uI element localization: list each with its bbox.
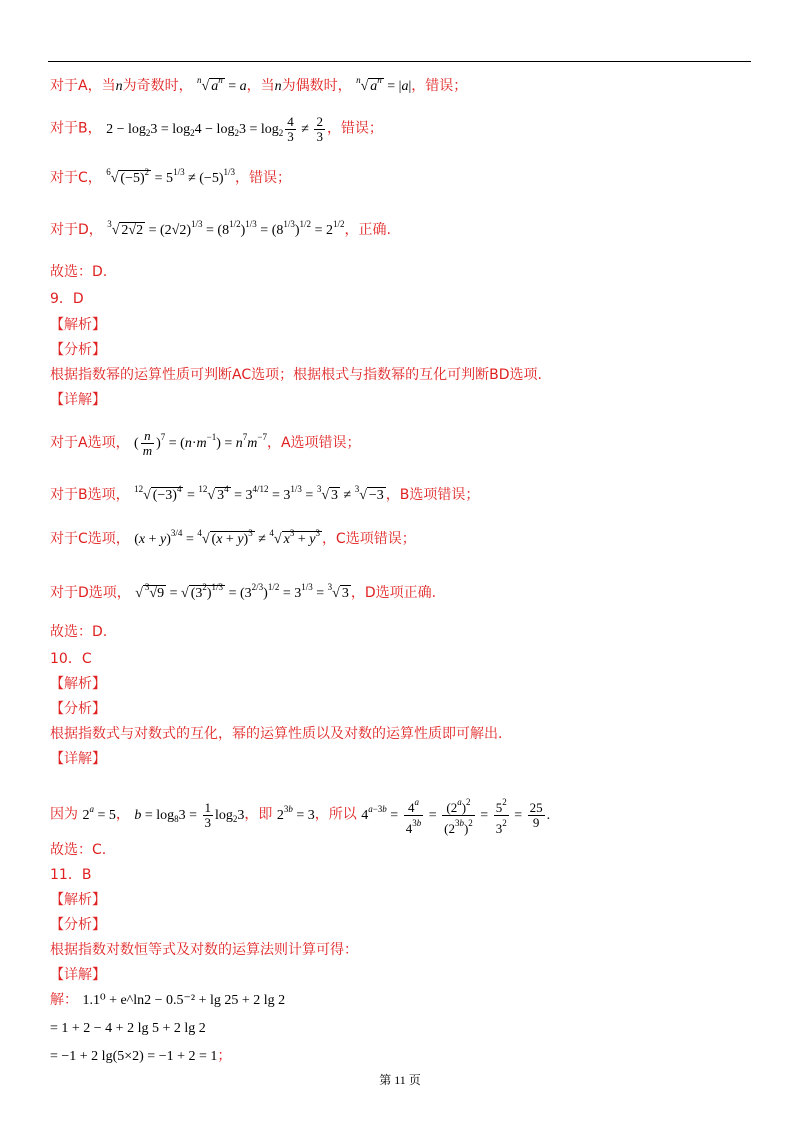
option-d-label: 对于D， — [50, 222, 103, 238]
formula-10a: $2^a = 5$ — [82, 803, 116, 823]
option-a-end: ，错误； — [411, 78, 468, 94]
formula-9c: $(x + y)^{3/4} = ^4√$ $(x + y)^3 \ne ^4√$ $x^3 + y^3$ — [134, 528, 320, 547]
analysis-10: 根据指数式与对数式的互化，幂的运算性质以及对数的运算性质即可解出. — [50, 726, 503, 742]
formula-10d: $4^{a-3b}$ = $\frac{4^a}{4^{3b}}$ = $\frac{(2^a)^2}{(2^{3b})^2}$ = $\frac{5^2}{3^2}$ = $\frac{25}{9}$ . — [361, 797, 551, 836]
fenxi-heading-10: 【分析】 — [50, 701, 106, 717]
fenxi-heading-11: 【分析】 — [50, 917, 106, 933]
header-rule — [48, 61, 751, 62]
fenxi-heading-9: 【分析】 — [50, 342, 106, 358]
option-9d-line: 对于D选项， √ $^3$√9 = √ $(3^2)^{1/3} = (3^{2/3})^{1/2} = 3^{1/3} = ^3√$ 3 ，D选项正确. — [50, 582, 437, 601]
option-b-label: 对于B， — [50, 120, 102, 137]
option-9c-line: 对于C选项， $(x + y)^{3/4} = ^4√$ $(x + y)^3 \ne ^4√$ $x^3 + y^3$ ，C选项错误； — [50, 528, 416, 547]
formula-10b: $b = \log_83$ = $\frac{1}{3}$ $\log_23$ — [134, 800, 245, 830]
option-c-label: 对于C， — [50, 170, 102, 186]
xiangjie-heading-11: 【详解】 — [50, 967, 106, 983]
selection-10: 故选：C. — [50, 842, 107, 858]
solution-line-2 — [50, 1018, 206, 1039]
xiangjie-heading-9: 【详解】 — [50, 392, 106, 408]
formula-a1: $^n$√ $a^n = a$ — [197, 75, 247, 94]
formula-9b: $^{12}$√ $(-3)^4 = ^{12}√$ $3^4 = 3^{4/12} = 3^{1/3} = ^3√$ 3 ≠ $^3$√ −3 — [134, 484, 384, 503]
formula-9d: √ $^3$√9 = √ $(3^2)^{1/3} = (3^{2/3})^{1/2} = 3^{1/3} = ^3√$ 3 — [135, 582, 349, 601]
selection-8: 故选：D. — [50, 264, 108, 280]
jiexi-heading-11: 【解析】 — [50, 892, 106, 908]
analysis-11: 根据指数对数恒等式及对数的运算法则计算可得： — [50, 942, 358, 958]
formula-c: $^6$√ $(-5)^2 = 5^{1/3} \ne (-5)^{1/3}$ — [106, 167, 235, 186]
option-a-mid: 为奇数时， — [122, 78, 193, 94]
option-c-end: ，错误； — [235, 170, 291, 186]
xiangjie-heading-10: 【详解】 — [50, 751, 106, 767]
option-a-label: 对于A，当 — [50, 78, 116, 94]
q10-derivation: 因为 $2^a = 5$， $b = \log_83$ = $\frac{1}{3}$ $\log_23$，即 $2^{3b} = 3$，所以 $4^{a-3b}$ = $\frac{4^a}{4^{3b}}$ = $\frac{(2^a)^2}{(2^{3b})^2}$ = $\frac{5^2}{3^2}$ = $\frac{25}{9}$ . — [50, 797, 551, 836]
solution-formula-1: 1.1⁰ + e^ln2 − 0.5⁻² + lg 25 + 2 lg 2 — [82, 993, 286, 1008]
option-d-line — [50, 214, 391, 241]
formula-10c: $2^{3b} = 3$ — [276, 803, 315, 823]
jiexi-heading-10: 【解析】 — [50, 676, 106, 692]
option-a-mid3: 为偶数时， — [281, 78, 352, 94]
formula-d: $^3$√ $2√2 = (2√2)^{1/3} = (8^{1/2})^{1/3} = (8^{1/3})^{1/2} = 2^{1/2}$ — [107, 219, 345, 238]
selection-9: 故选：D. — [50, 624, 108, 640]
option-b-end: ，错误； — [326, 120, 383, 137]
page-number: 第 11 页 — [379, 1073, 421, 1087]
option-a-line: 对于A，当n为奇数时， $^n$√ $a^n = a$，当n为偶数时， $^n$√ $a^n = |a|$，错误； — [50, 75, 468, 94]
solution-line-1: 解： 1.1⁰ + e^ln2 − 0.5⁻² + lg 25 + 2 lg 2 — [50, 992, 286, 1008]
option-9a-line: 对于A选项， ( $\frac{n}{m}$ )$^7 = (n\cdot m^{-1}) = n^7m^{-7}$，A选项错误； — [50, 428, 361, 459]
analysis-9: 根据指数幂的运算性质可判断AC选项；根据根式与指数幂的互化可判断BD选项. — [50, 367, 542, 383]
solution-formula-2: = 1 + 2 − 4 + 2 lg 5 + 2 lg 2 — [50, 1021, 206, 1036]
option-9b-line: 对于B选项， $^{12}$√ $(-3)^4 = ^{12}√$ $3^4 = 3^{4/12} = 3^{1/3} = ^3√$ 3 ≠ $^3$√ −3 ，B选项错误； — [50, 484, 480, 503]
formula-b: $2 - \log_23 = \log_24 - \log_23 = \log_2$ $\frac{4}{3}$ ≠ $\frac{2}{3}$ — [106, 114, 323, 144]
solution-formula-3: = −1 + 2 lg(5×2) = −1 + 2 = 1 — [50, 1049, 218, 1064]
jiexi-heading-9: 【解析】 — [50, 317, 106, 333]
option-d-end: ，正确. — [344, 222, 391, 238]
formula-a2: $^n$√ $a^n = |a|$ — [356, 75, 412, 94]
option-c-line — [50, 162, 291, 189]
solution-line-3: = −1 + 2 lg(5×2) = −1 + 2 = 1； — [50, 1048, 232, 1064]
question-11-answer: 11．B — [50, 867, 92, 883]
formula-9a: ( $\frac{n}{m}$ )$^7 = (n\cdot m^{-1}) = n^7m^{-7}$ — [134, 428, 267, 459]
question-9-answer: 9．D — [50, 291, 84, 307]
question-10-answer: 10．C — [50, 651, 92, 667]
option-b-line — [50, 115, 383, 144]
option-a-mid2: ，当 — [246, 78, 275, 94]
